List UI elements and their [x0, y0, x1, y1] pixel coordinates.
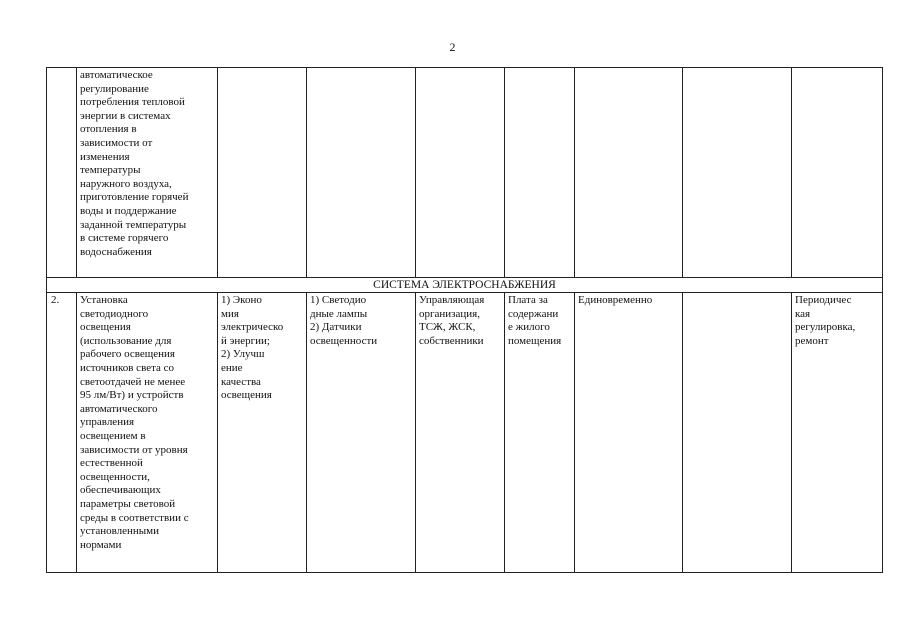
- section-header-row: [47, 278, 883, 293]
- page-number: 2: [449, 40, 456, 54]
- text-line: зависимости от уровня: [80, 443, 188, 456]
- text-line: потребления тепловой: [80, 96, 185, 109]
- text-line: источников света со: [80, 361, 175, 374]
- cell-maintenance: [792, 68, 883, 278]
- text-line: естественной: [80, 457, 143, 470]
- cell-number: [47, 68, 77, 278]
- text-line: приготовление горячей: [80, 191, 189, 204]
- cell-empty: [683, 68, 792, 278]
- text-line: й энергии;: [221, 334, 270, 347]
- text-line: ТСЖ, ЖСК,: [419, 321, 476, 334]
- cell-timing: [575, 68, 683, 278]
- text-line: 1) Светодио: [310, 294, 367, 306]
- text-line: установленными: [80, 525, 160, 538]
- text-line: водоснабжения: [80, 245, 152, 258]
- text-line: кая: [795, 307, 811, 320]
- text-line: заданной температуры: [80, 218, 187, 231]
- cell-description: [77, 68, 218, 278]
- text-line: Плата за: [508, 294, 548, 306]
- source-text: [508, 294, 571, 348]
- effect-text: [221, 294, 303, 403]
- cell-executor: [416, 68, 505, 278]
- text-line: среды в соответствии с: [80, 511, 189, 524]
- text-line: 2) Улучш: [221, 348, 265, 361]
- text-line: воды и поддержание: [80, 204, 177, 217]
- text-line: 1) Эконо: [221, 294, 262, 306]
- table-row-continued: [47, 68, 883, 278]
- text-line: освещенности,: [80, 470, 150, 483]
- text-line: собственники: [419, 334, 484, 347]
- text-line: регулировка,: [795, 321, 856, 334]
- text-line: автоматического: [80, 402, 158, 415]
- text-line: освещенности: [310, 334, 378, 347]
- text-line: освещения: [80, 321, 131, 334]
- text-line: мия: [221, 307, 239, 320]
- text-line: энергии в системах: [80, 109, 171, 122]
- maintenance-text: [795, 294, 879, 348]
- text-line: ение: [221, 361, 243, 374]
- text-line: регулирование: [80, 82, 149, 95]
- text-line: ремонт: [795, 334, 829, 347]
- text-line: электрическо: [221, 321, 284, 334]
- equipment-text: [310, 294, 412, 348]
- text-line: 2) Датчики: [310, 321, 362, 334]
- text-line: помещения: [508, 334, 562, 347]
- description-text: [80, 294, 214, 552]
- table-row-2: [47, 293, 883, 573]
- measures-table: [46, 67, 883, 573]
- text-line: зависимости от: [80, 136, 153, 149]
- text-line: обеспечивающих: [80, 484, 161, 497]
- text-line: (использование для: [80, 334, 172, 347]
- cell-timing: Единовременно: [575, 293, 683, 573]
- text-line: Установка: [80, 294, 128, 306]
- cell-description: [77, 293, 218, 573]
- text-line: дные лампы: [310, 307, 368, 320]
- text-line: нормами: [80, 538, 122, 551]
- cell-empty: [683, 293, 792, 573]
- text-line: качества: [221, 375, 261, 388]
- text-line: рабочего освещения: [80, 348, 175, 361]
- cell-equipment: [307, 293, 416, 573]
- text-line: Периодичес: [795, 294, 852, 306]
- description-text: [80, 69, 214, 259]
- text-line: светоотдачей не менее: [80, 375, 186, 388]
- text-line: содержани: [508, 307, 559, 320]
- section-title: СИСТЕМА ЭЛЕКТРОСНАБЖЕНИЯ: [47, 278, 883, 293]
- text-line: отопления в: [80, 123, 137, 136]
- cell-source: [505, 68, 575, 278]
- text-line: освещением в: [80, 429, 146, 442]
- text-line: освещения: [221, 389, 272, 402]
- text-line: параметры световой: [80, 497, 176, 510]
- cell-effect: [218, 293, 307, 573]
- text-line: организация,: [419, 307, 480, 320]
- text-line: светодиодного: [80, 307, 149, 320]
- text-line: автоматическое: [80, 69, 153, 81]
- text-line: управления: [80, 416, 135, 429]
- text-line: Управляющая: [419, 294, 485, 306]
- text-line: в системе горячего: [80, 232, 169, 245]
- text-line: 95 лм/Вт) и устройств: [80, 389, 184, 402]
- cell-number: 2.: [47, 293, 77, 573]
- text-line: наружного воздуха,: [80, 177, 172, 190]
- text-line: температуры: [80, 164, 141, 177]
- cell-maintenance: [792, 293, 883, 573]
- cell-equipment: [307, 68, 416, 278]
- cell-effect: [218, 68, 307, 278]
- text-line: е жилого: [508, 321, 550, 334]
- text-line: изменения: [80, 150, 130, 163]
- cell-executor: [416, 293, 505, 573]
- executor-text: [419, 294, 501, 348]
- cell-source: [505, 293, 575, 573]
